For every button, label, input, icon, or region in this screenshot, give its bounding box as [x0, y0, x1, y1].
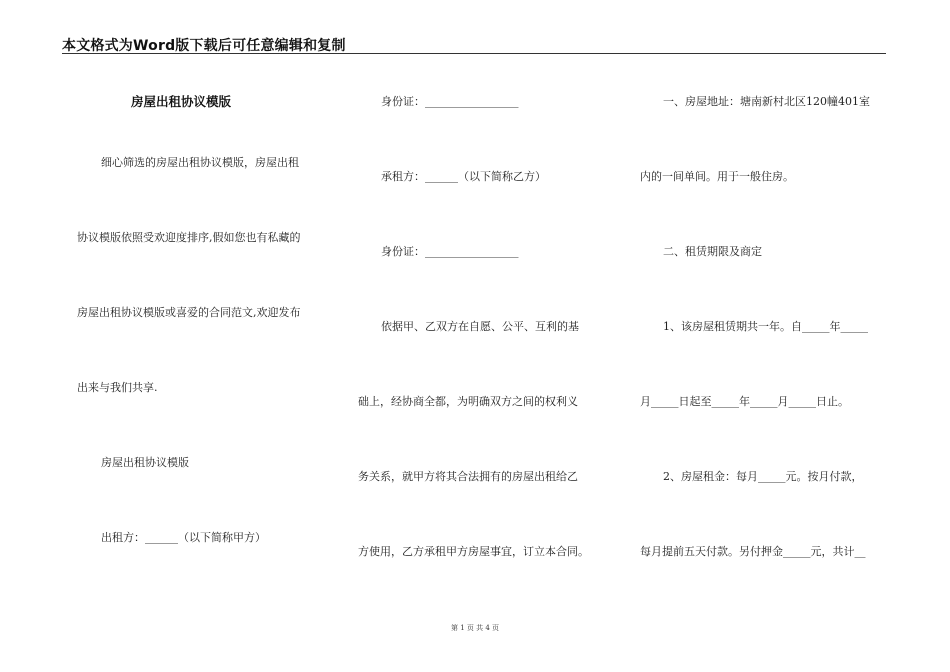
paragraph-line: 内的一间单间。用于一般住房。 — [640, 170, 794, 183]
paragraph-line: 务关系，就甲方将其合法拥有的房屋出租给乙 — [358, 470, 578, 483]
paragraph-line: 身份证：_________________ — [381, 245, 519, 258]
header-divider — [62, 53, 886, 54]
paragraph-line: 二、租赁期限及商定 — [663, 245, 762, 258]
paragraph-line: 2、房屋租金：每月_____元。按月付款， — [663, 470, 863, 483]
paragraph-line: 依据甲、乙双方在自愿、公平、互利的基 — [381, 320, 579, 333]
paragraph-line: 方使用，乙方承租甲方房屋事宜，订立本合同。 — [358, 545, 589, 558]
paragraph-line: 身份证：_________________ — [381, 95, 519, 108]
paragraph-line: 础上，经协商全都，为明确双方之间的权利义 — [358, 395, 578, 408]
paragraph-line: 出租方：______（以下简称甲方） — [101, 531, 266, 544]
paragraph-line: 承租方：______（以下简称乙方） — [381, 170, 546, 183]
paragraph-line: 协议模版依照受欢迎度排序,假如您也有私藏的 — [77, 231, 301, 244]
document-header: 本文格式为Word版下载后可任意编辑和复制 — [62, 38, 346, 54]
paragraph-line: 一、房屋地址：塘南新村北区120幢401室 — [663, 95, 870, 108]
paragraph-line: 月_____日起至_____年_____月_____日止。 — [640, 395, 849, 408]
paragraph-line: 房屋出租协议模版 — [101, 456, 189, 469]
paragraph-line: 出来与我们共享. — [77, 381, 158, 394]
document-title: 房屋出租协议模版 — [131, 94, 232, 109]
page-number: 第 1 页 共 4 页 — [450, 624, 500, 632]
paragraph-line: 房屋出租协议模版或喜爱的合同范文,欢迎发布 — [77, 306, 301, 319]
paragraph-line: 1、该房屋租赁期共一年。自_____年_____ — [663, 320, 868, 333]
paragraph-line: 细心筛选的房屋出租协议模版，房屋出租 — [101, 156, 299, 169]
paragraph-line: 每月提前五天付款。另付押金_____元，共计__ — [640, 545, 866, 558]
